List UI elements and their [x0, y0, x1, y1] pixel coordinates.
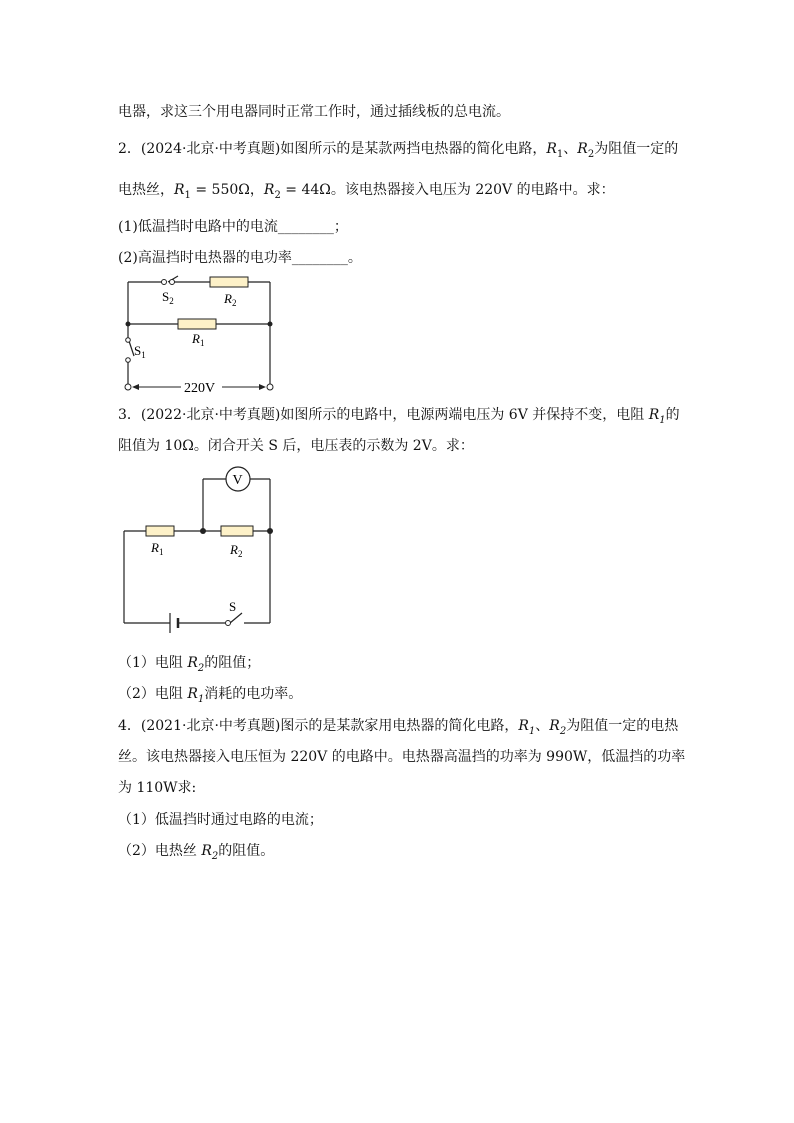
- question-3-part-2: （2）电阻 $R_1$消耗的电功率。: [118, 686, 303, 705]
- question-4-given-2: 为 110W求:: [118, 780, 197, 796]
- label-voltmeter: V: [232, 473, 243, 488]
- question-4-given: 丝。该电热器接入电压恒为 220V 的电路中。电热器高温挡的功率为 990W，低温挡的功率: [118, 749, 686, 765]
- question-2-stem: 2．(2024·北京·中考真题)如图所示的是某款两挡电热器的简化电路，$R_1$、$R_2$为阻值一定的: [118, 141, 679, 160]
- label-r2: $R_2$: [224, 291, 237, 308]
- label-r1: $R_1$: [192, 331, 205, 348]
- resistor-r1: [146, 526, 174, 536]
- label-s1: $S_1$: [134, 343, 146, 360]
- label-r1: $R_1$: [151, 540, 164, 557]
- label-switch: S: [229, 599, 237, 614]
- circuit-diagram-1: [118, 272, 283, 396]
- resistor-r1: [178, 319, 216, 329]
- question-3-stem: 3．(2022·北京·中考真题)如图所示的电路中，电源两端电压为 6V 并保持不变，电阻 $R_1$的: [118, 407, 680, 426]
- question-2-part-2: (2)高温挡时电热器的电功率________。: [118, 250, 362, 266]
- question-4-part-2: （2）电热丝 $R_2$的阻值。: [118, 843, 275, 862]
- question-3-given: 阻值为 10Ω。闭合开关 S 后，电压表的示数为 2V。求：: [118, 438, 474, 454]
- label-s2: $S_2$: [162, 289, 174, 306]
- label-voltage: 220V: [184, 381, 216, 396]
- question-4-part-1: （1）低温挡时通过电路的电流；: [118, 812, 323, 828]
- label-r2: $R_2$: [230, 542, 243, 559]
- question-4-stem: 4．(2021·北京·中考真题)图示的是某款家用电热器的简化电路，$R_1$、$R_2$为阻值一定的电热: [118, 718, 679, 737]
- question-2-given: 电热丝，$R_1 = 550\Omega$，$R_2 = 44\Omega$。该电热器接入电压为 220V 的电路中。求：: [118, 182, 615, 201]
- resistor-r2: [221, 526, 253, 536]
- question-3-part-1: （1）电阻 $R_2$的阻值；: [118, 655, 261, 674]
- text-line: 电器，求这三个用电器同时正常工作时，通过插线板的总电流。: [118, 104, 510, 120]
- circuit-diagram-2: [118, 463, 288, 638]
- question-2-part-1: (1)低温挡时电路中的电流________；: [118, 219, 348, 235]
- resistor-r2: [210, 277, 248, 287]
